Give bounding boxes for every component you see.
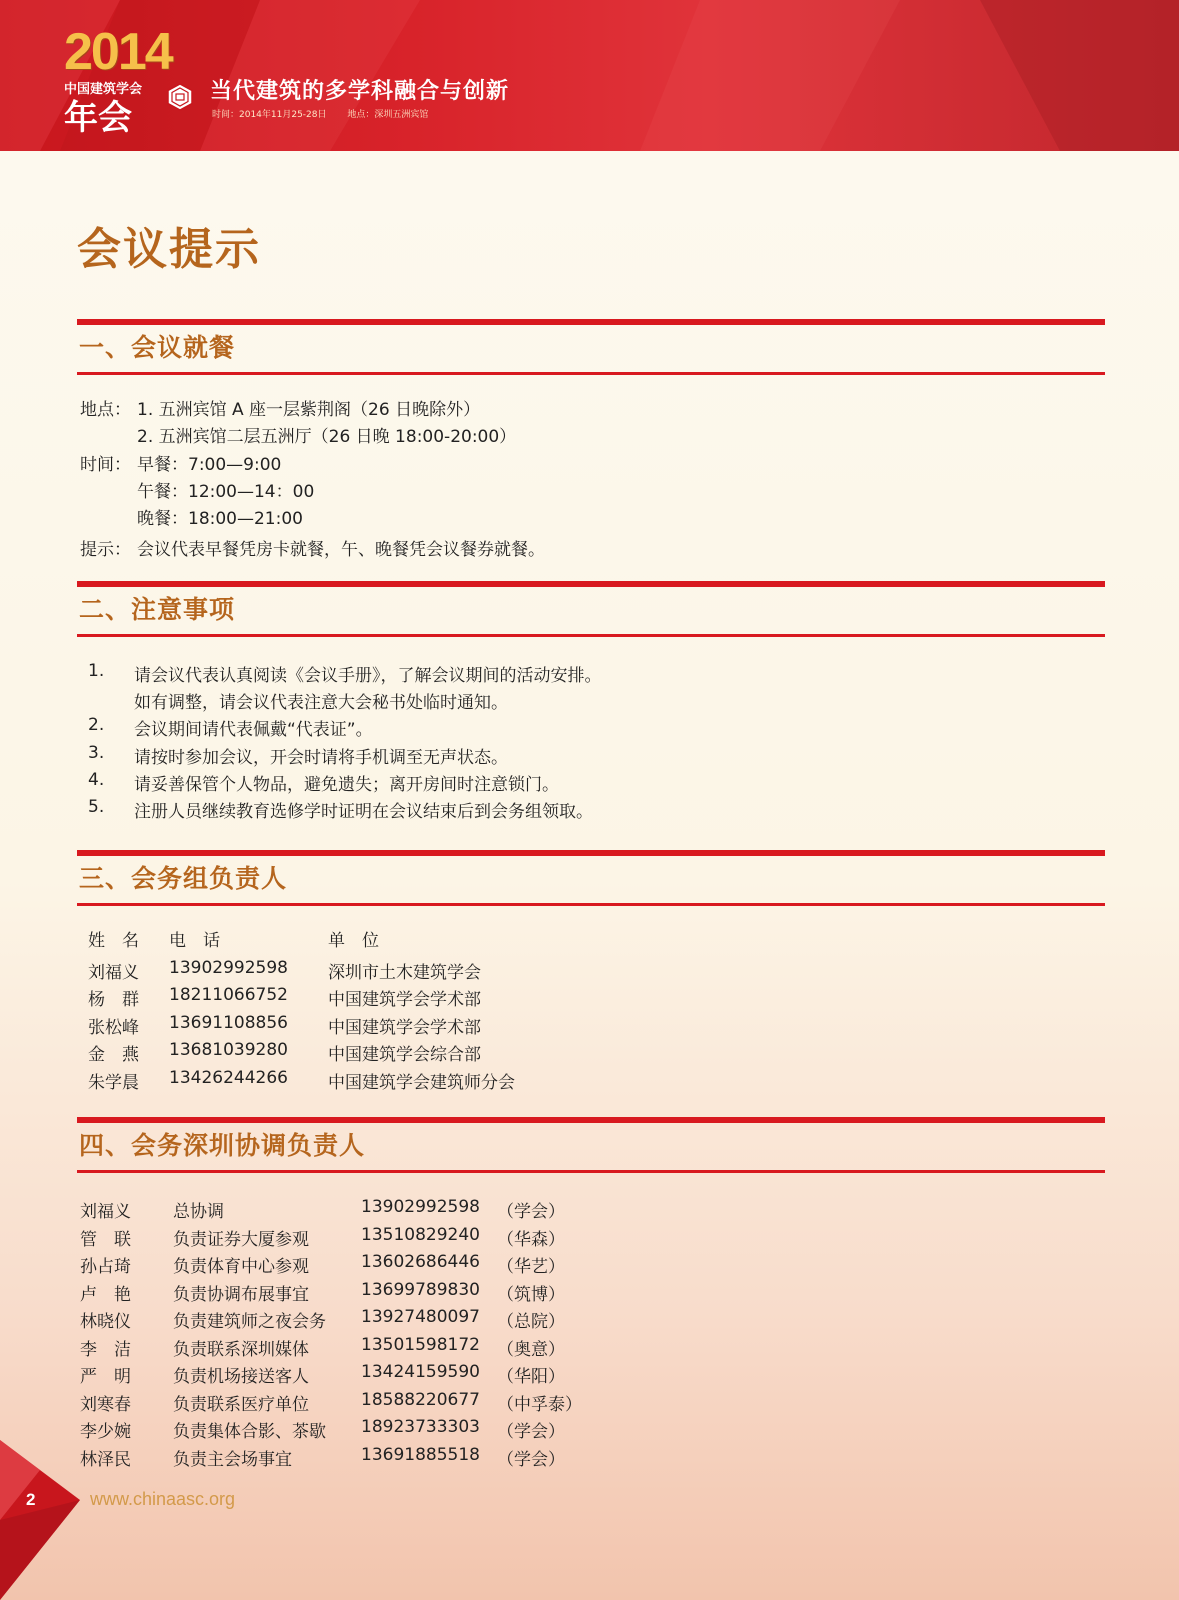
coord-duty: 负责建筑师之夜会务 bbox=[173, 1312, 326, 1332]
coord-duty: 负责主会场事宜 bbox=[173, 1450, 292, 1470]
coord-name: 林泽民 bbox=[80, 1450, 131, 1470]
header-banner bbox=[0, 0, 1179, 151]
dining-lunch: 午餐：12:00—14：00 bbox=[137, 482, 315, 502]
section-rule-bottom bbox=[77, 903, 1105, 906]
section-title-coordinators: 四、会务深圳协调负责人 bbox=[79, 1131, 366, 1160]
coord-duty: 负责协调布展事宜 bbox=[173, 1285, 309, 1305]
coord-name: 孙占琦 bbox=[80, 1257, 131, 1277]
coord-phone: 13602686446 bbox=[361, 1252, 480, 1272]
coord-phone: 13927480097 bbox=[361, 1307, 480, 1327]
coord-name: 刘福义 bbox=[80, 1202, 131, 1222]
coord-phone: 13424159590 bbox=[361, 1362, 480, 1382]
staff-phone: 13426244266 bbox=[169, 1068, 288, 1088]
section-rule-bottom bbox=[77, 1170, 1105, 1173]
list-item: 请会议代表认真阅读《会议手册》，了解会议期间的活动安排。 bbox=[134, 666, 602, 686]
column-header-phone: 电 话 bbox=[169, 931, 220, 951]
dining-breakfast: 早餐：7:00—9:00 bbox=[137, 455, 282, 475]
coord-phone: 13691885518 bbox=[361, 1445, 480, 1465]
list-item: 请按时参加会议，开会时请将手机调至无声状态。 bbox=[134, 748, 508, 768]
column-header-name: 姓 名 bbox=[88, 931, 139, 951]
dining-time-label: 时间： bbox=[80, 455, 131, 475]
conference-time: 时间：2014年11月25-28日 bbox=[212, 110, 327, 120]
list-item: 注册人员继续教育选修学时证明在会议结束后到会务组领取。 bbox=[134, 802, 593, 822]
coord-duty: 负责联系深圳媒体 bbox=[173, 1340, 309, 1360]
coord-phone: 13699789830 bbox=[361, 1280, 480, 1300]
coord-duty: 负责证券大厦参观 bbox=[173, 1230, 309, 1250]
coord-phone: 18923733303 bbox=[361, 1417, 480, 1437]
staff-unit: 深圳市土木建筑学会 bbox=[328, 963, 481, 983]
coord-name: 严 明 bbox=[80, 1367, 131, 1387]
coord-duty: 负责体育中心参观 bbox=[173, 1257, 309, 1277]
section-rule-top bbox=[77, 319, 1105, 325]
staff-unit: 中国建筑学会建筑师分会 bbox=[328, 1073, 515, 1093]
coord-org: （华艺） bbox=[497, 1257, 565, 1277]
list-item: 如有调整，请会议代表注意大会秘书处临时通知。 bbox=[134, 693, 508, 713]
coord-org: （筑博） bbox=[497, 1285, 565, 1305]
coord-org: （华阳） bbox=[497, 1367, 565, 1387]
coord-name: 林晓仪 bbox=[80, 1312, 131, 1332]
conference-theme: 当代建筑的多学科融合与创新 bbox=[210, 79, 510, 104]
list-item-num: 2. bbox=[88, 715, 105, 735]
coord-org: （学会） bbox=[497, 1422, 565, 1442]
dining-tip: 会议代表早餐凭房卡就餐，午、晚餐凭会议餐券就餐。 bbox=[137, 540, 545, 560]
list-item-num: 1. bbox=[88, 661, 105, 681]
coord-duty: 负责联系医疗单位 bbox=[173, 1395, 309, 1415]
coord-duty: 负责机场接送客人 bbox=[173, 1367, 309, 1387]
society-emblem-icon bbox=[166, 83, 194, 111]
dining-place-label: 地点： bbox=[80, 400, 131, 420]
coord-duty: 总协调 bbox=[173, 1202, 224, 1222]
section-title-notes: 二、注意事项 bbox=[79, 595, 236, 624]
coord-name: 李少婉 bbox=[80, 1422, 131, 1442]
section-rule-bottom bbox=[77, 372, 1105, 375]
coord-phone: 13902992598 bbox=[361, 1197, 480, 1217]
footer-corner-graphic bbox=[0, 1440, 90, 1600]
conference-meta bbox=[212, 107, 446, 120]
footer-website[interactable]: www.chinaasc.org bbox=[90, 1489, 236, 1509]
coord-name: 刘寒春 bbox=[80, 1395, 131, 1415]
staff-phone: 13902992598 bbox=[169, 958, 288, 978]
list-item: 请妥善保管个人物品，避免遗失；离开房间时注意锁门。 bbox=[134, 775, 559, 795]
staff-unit: 中国建筑学会综合部 bbox=[328, 1045, 481, 1065]
section-title-dining: 一、会议就餐 bbox=[79, 333, 236, 362]
coord-name: 李 洁 bbox=[80, 1340, 131, 1360]
page-number: 2 bbox=[26, 1490, 36, 1509]
coord-org: （学会） bbox=[497, 1450, 565, 1470]
staff-name: 杨 群 bbox=[88, 990, 139, 1010]
list-item: 会议期间请代表佩戴“代表证”。 bbox=[134, 720, 373, 740]
staff-unit: 中国建筑学会学术部 bbox=[328, 1018, 481, 1038]
section-rule-top bbox=[77, 1117, 1105, 1123]
section-rule-bottom bbox=[77, 634, 1105, 637]
coord-org: （奥意） bbox=[497, 1340, 565, 1360]
coord-phone: 13510829240 bbox=[361, 1225, 480, 1245]
logo-org: 中国建筑学会 bbox=[64, 82, 143, 97]
staff-phone: 13681039280 bbox=[169, 1040, 288, 1060]
staff-name: 金 燕 bbox=[88, 1045, 139, 1065]
staff-name: 刘福义 bbox=[88, 963, 139, 983]
coord-name: 管 联 bbox=[80, 1230, 131, 1250]
coord-duty: 负责集体合影、茶歇 bbox=[173, 1422, 326, 1442]
conference-place: 地点：深圳五洲宾馆 bbox=[347, 110, 429, 120]
logo-year: 2014 bbox=[64, 23, 172, 81]
dining-place-1: 1. 五洲宾馆 A 座一层紫荆阁（26 日晚除外） bbox=[137, 400, 481, 420]
staff-phone: 13691108856 bbox=[169, 1013, 288, 1033]
coord-phone: 18588220677 bbox=[361, 1390, 480, 1410]
section-title-staff: 三、会务组负责人 bbox=[79, 864, 288, 893]
dining-tip-label: 提示： bbox=[80, 540, 131, 560]
logo-annual: 年会 bbox=[64, 98, 132, 138]
list-item-num: 5. bbox=[88, 797, 105, 817]
staff-phone: 18211066752 bbox=[169, 985, 288, 1005]
staff-name: 朱学晨 bbox=[88, 1073, 139, 1093]
list-item-num: 4. bbox=[88, 770, 105, 790]
coord-phone: 13501598172 bbox=[361, 1335, 480, 1355]
section-rule-top bbox=[77, 581, 1105, 587]
staff-name: 张松峰 bbox=[88, 1018, 139, 1038]
dining-dinner: 晚餐：18:00—21:00 bbox=[137, 509, 303, 529]
coord-org: （学会） bbox=[497, 1202, 565, 1222]
coord-org: （中孚泰） bbox=[497, 1395, 582, 1415]
column-header-unit: 单 位 bbox=[328, 931, 379, 951]
section-rule-top bbox=[77, 850, 1105, 856]
banner-facets bbox=[0, 0, 1179, 151]
page-title: 会议提示 bbox=[77, 224, 261, 275]
dining-place-2: 2. 五洲宾馆二层五洲厅（26 日晚 18:00-20:00） bbox=[137, 427, 517, 447]
coord-name: 卢 艳 bbox=[80, 1285, 131, 1305]
list-item-num: 3. bbox=[88, 743, 105, 763]
staff-unit: 中国建筑学会学术部 bbox=[328, 990, 481, 1010]
coord-org: （总院） bbox=[497, 1312, 565, 1332]
coord-org: （华森） bbox=[497, 1230, 565, 1250]
